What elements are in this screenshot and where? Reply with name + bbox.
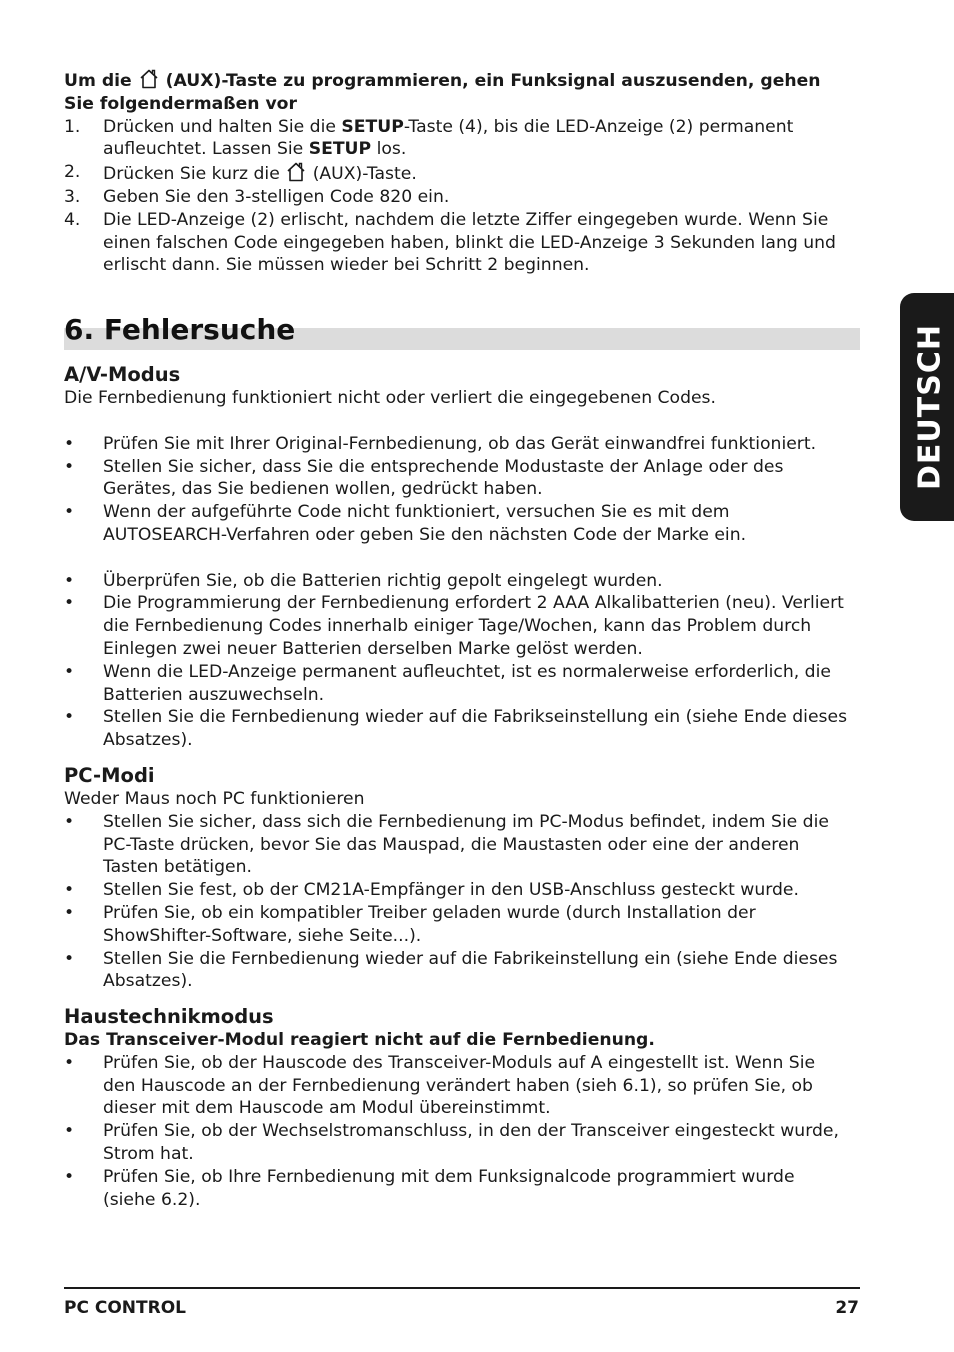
list-item <box>64 592 860 660</box>
list-item-text: Wenn die LED-Anzeige permanent aufleuchtet, ist es normalerweise erforderlich, die <box>103 661 831 682</box>
home-heading: Haustechnikmodus <box>64 1005 274 1029</box>
list-item <box>64 661 860 707</box>
list-item-text: AUTOSEARCH-Verfahren oder geben Sie den nächsten Code der Marke ein. <box>103 524 747 545</box>
home-bullets <box>64 1052 860 1212</box>
bullet: • <box>64 593 75 614</box>
list-item-text: Wenn der aufgeführte Code nicht funktioniert, versuchen Sie es mit dem <box>103 502 730 523</box>
bullet: • <box>64 456 75 477</box>
list-item-text: Überprüfen Sie, ob die Batterien richtig gepolt eingelegt wurden. <box>103 570 663 591</box>
list-item-text: Gerätes, das Sie bedienen wollen, gedrückt haben. <box>103 479 543 500</box>
list-item-text: den Hauscode an der Fernbedienung verändert haben (sieh 6.1), so prüfen Sie, ob <box>103 1075 813 1096</box>
section-title: 6. Fehlersuche <box>64 313 296 347</box>
list-item-text: (siehe 6.2). <box>103 1189 201 1210</box>
av-bullets-2 <box>64 570 860 752</box>
list-item-text: Tasten betätigen. <box>103 857 252 878</box>
list-item <box>64 570 860 593</box>
list-item-text: Batterien auszuwechseln. <box>103 684 325 705</box>
list-item-text: Strom hat. <box>103 1144 194 1165</box>
bullet: • <box>64 433 75 454</box>
list-item-text: Einlegen zwei neuer Batterien derselben Marke gelöst werden. <box>103 638 643 659</box>
list-item <box>64 1052 860 1120</box>
list-item <box>64 811 860 879</box>
pc-intro: Weder Maus noch PC funktionieren <box>64 788 365 809</box>
bullet: • <box>64 902 75 923</box>
list-item-text: Stellen Sie fest, ob der CM21A-Empfänger in den USB-Anschluss gesteckt wurde. <box>103 880 799 901</box>
pc-bullets <box>64 811 860 993</box>
bullet: • <box>64 707 75 728</box>
list-item-text: Stellen Sie sicher, dass Sie die entsprechende Modustaste der Anlage oder des <box>103 456 784 477</box>
step-3: 3. Geben Sie den 3-stelligen Code 820 ein. <box>64 186 450 207</box>
list-item-text: Prüfen Sie, ob der Wechselstromanschluss, in den der Transceiver eingesteckt wurde, <box>103 1121 839 1142</box>
step-4: 4. Die LED-Anzeige (2) erlischt, nachdem die letzte Ziffer eingegeben wurde. Wenn Sie einen falschen Code eingegeben haben, blinkt die LED-Anzeige 3 Sekunden lang und erlischt dann. Sie müssen wieder bei Schritt 2 beginnen. <box>64 209 836 276</box>
house-icon <box>138 68 160 90</box>
av-intro: Die Fernbedienung funktioniert nicht oder verliert die eingegebenen Codes. <box>64 388 716 409</box>
bullet: • <box>64 570 75 591</box>
aux-intro: Um die (AUX)-Taste zu programmieren, ein Funksignal auszusenden, gehen Sie folgendermaßen vor <box>64 68 860 116</box>
list-item <box>64 456 860 502</box>
list-item <box>64 501 860 547</box>
step-2: 2. Drücken Sie kurz die (AUX)-Taste. <box>64 162 417 185</box>
bullet: • <box>64 661 75 682</box>
list-item-text: die Fernbedienung Codes innerhalb einiger Tage/Wochen, kann das Problem durch <box>103 616 812 637</box>
language-tab-label: DEUTSCH <box>912 324 948 490</box>
list-item <box>64 1166 860 1212</box>
house-icon <box>285 161 307 183</box>
list-item <box>64 879 860 902</box>
list-item-text: Stellen Sie die Fernbedienung wieder auf die Fabrikeinstellung ein (siehe Ende dieses <box>103 948 838 969</box>
language-tab <box>900 293 954 521</box>
page-content <box>64 68 860 1211</box>
av-bullets-1 <box>64 433 860 547</box>
pc-heading: PC-Modi <box>64 763 155 787</box>
bullet: • <box>64 880 75 901</box>
list-item-text: Prüfen Sie mit Ihrer Original-Fernbedienung, ob das Gerät einwandfrei funktioniert. <box>103 433 817 454</box>
bullet: • <box>64 1052 75 1073</box>
list-item <box>64 433 860 456</box>
bullet: • <box>64 502 75 523</box>
list-item-text: Absatzes). <box>103 730 193 751</box>
list-item-text: Prüfen Sie, ob Ihre Fernbedienung mit dem Funksignalcode programmiert wurde <box>103 1166 795 1187</box>
list-item <box>64 1120 860 1166</box>
list-item-text: Prüfen Sie, ob der Hauscode des Transceiver-Moduls auf A eingestellt ist. Wenn Sie <box>103 1052 816 1073</box>
bullet: • <box>64 948 75 969</box>
bullet: • <box>64 811 75 832</box>
list-item-text: Die Programmierung der Fernbedienung erfordert 2 AAA Alkalibatterien (neu). Verliert <box>103 593 844 614</box>
list-item-text: Prüfen Sie, ob ein kompatibler Treiber geladen wurde (durch Installation der <box>103 902 756 923</box>
list-item-text: dieser mit dem Hauscode am Modul übereinstimmt. <box>103 1098 551 1119</box>
footer-rule <box>64 1287 860 1289</box>
bullet: • <box>64 1166 75 1187</box>
step-1: 1. Drücken und halten Sie die SETUP-Taste (4), bis die LED-Anzeige (2) permanent aufleuchtet. Lassen Sie SETUP los. <box>64 116 794 160</box>
section-heading <box>64 313 860 351</box>
list-item-text: Stellen Sie die Fernbedienung wieder auf die Fabrikseinstellung ein (siehe Ende dieses <box>103 707 848 728</box>
list-item-text: ShowShifter-Software, siehe Seite...). <box>103 925 422 946</box>
footer-product: PC CONTROL <box>64 1298 186 1318</box>
list-item-text: Stellen Sie sicher, dass sich die Fernbedienung im PC-Modus befindet, indem Sie die <box>103 811 829 832</box>
av-heading: A/V-Modus <box>64 363 181 387</box>
list-item-text: PC-Taste drücken, bevor Sie das Mauspad, die Maustasten oder eine der anderen <box>103 834 800 855</box>
list-item <box>64 706 860 752</box>
list-item <box>64 948 860 994</box>
list-item-text: Absatzes). <box>103 971 193 992</box>
home-intro: Das Transceiver-Modul reagiert nicht auf die Fernbedienung. <box>64 1030 655 1051</box>
list-item <box>64 902 860 948</box>
page-number: 27 <box>835 1298 859 1318</box>
bullet: • <box>64 1121 75 1142</box>
